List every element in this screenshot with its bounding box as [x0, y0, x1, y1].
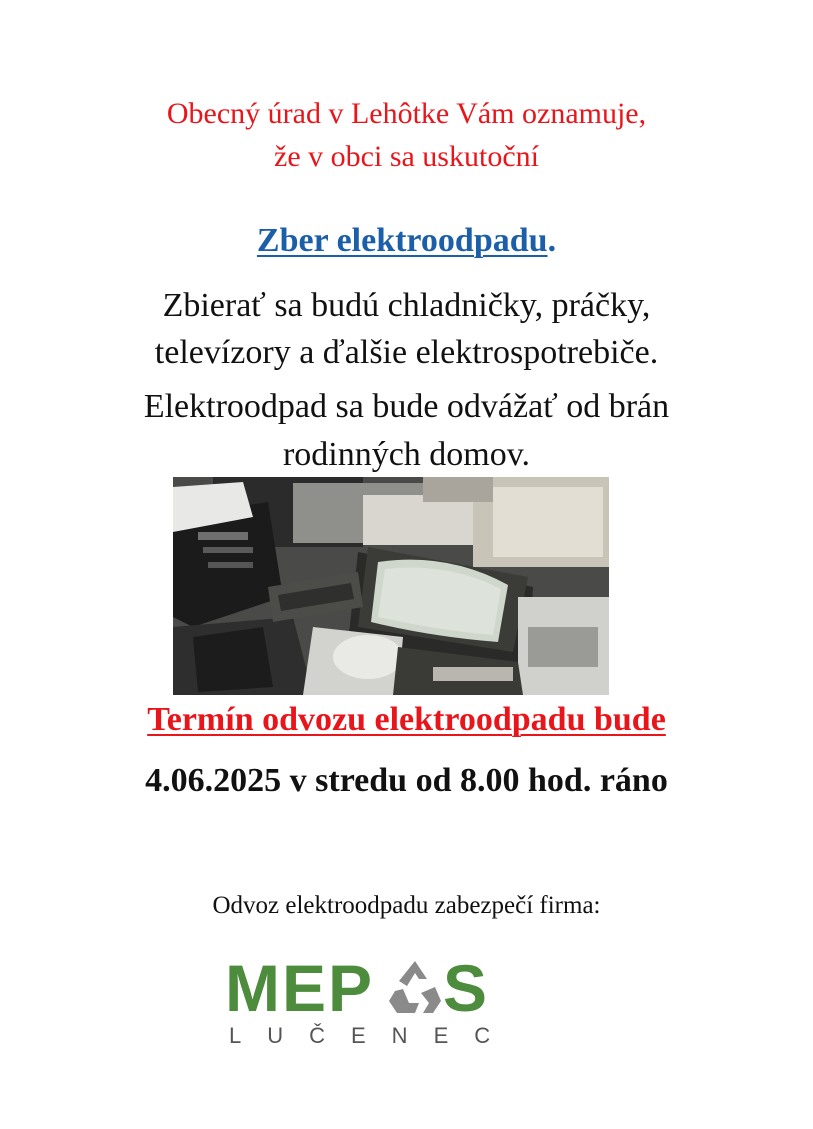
announcement-line-2: že v obci sa uskutoční [274, 140, 539, 173]
mepos-logo [225, 951, 517, 1050]
page-title [0, 222, 813, 260]
schedule-label: Termín odvozu elektroodpadu bude [147, 701, 666, 738]
logo-city: LUČENEC [229, 1023, 517, 1048]
description-line-2: televízory a ďalšie elektrospotrebiče. [154, 334, 659, 371]
description-line-4: rodinných domov. [282, 436, 531, 473]
recycle-icon [385, 957, 445, 1019]
logo-word-mep: MEP [225, 951, 375, 1025]
page-title-period: . [547, 222, 557, 259]
electronic-waste-illustration [173, 477, 609, 695]
logo-letter-s: S [443, 951, 488, 1025]
description-line-1: Zbierať sa budú chladničky, práčky, [162, 287, 651, 324]
company-intro: Odvoz elektroodpadu zabezpečí firma: [212, 892, 601, 919]
announcement-line-1: Obecný úrad v Lehôtke Vám oznamuje, [166, 97, 647, 130]
description-line-3: Elektroodpad sa bude odvážať od brán [143, 388, 670, 425]
page-title-text: Zber elektroodpadu [256, 222, 548, 259]
electronic-waste-photo [173, 477, 609, 695]
schedule-date: 4.06.2025 v stredu od 8.00 hod. ráno [145, 762, 668, 799]
